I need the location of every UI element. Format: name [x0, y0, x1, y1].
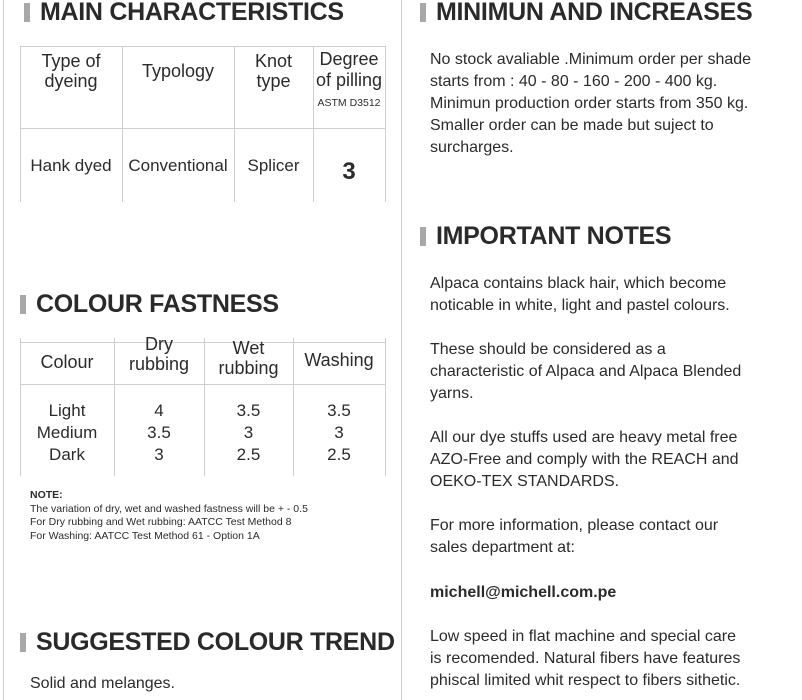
table-rule — [20, 384, 386, 385]
note-line: For Dry rubbing and Wet rubbing: AATCC Test Method 8 — [30, 516, 292, 528]
value-degree-of-pilling: 3 — [342, 158, 356, 185]
main-characteristics-title: MAIN CHARACTERISTICS — [40, 0, 344, 26]
header-colour: Colour — [40, 352, 94, 372]
suggested-colour-trend-text: Solid and melanges. — [30, 675, 175, 692]
heading-bar-icon — [20, 295, 26, 314]
note-title: NOTE: — [30, 489, 63, 501]
main-characteristics-table — [20, 46, 386, 202]
table-cell: Dark — [49, 445, 85, 464]
dry-rubbing-column — [114, 400, 204, 466]
header-dry-rubbing: Dry rubbing — [128, 334, 190, 374]
colour-fastness-table — [20, 334, 386, 476]
notes-paragraph-dye-stuffs: All our dye stuffs used are heavy metal free AZO-Free and comply with the REACH and OEKO-TEX STANDARDS. — [430, 429, 739, 490]
table-rule — [385, 338, 386, 476]
wet-rubbing-column — [204, 400, 293, 466]
table-cell: 2.5 — [236, 445, 261, 464]
minimum-text: No stock avaliable .Minimum order per shade starts from : 40 - 80 - 160 - 200 - 400 kg. Minimun production order starts from 350 kg. Smaller order can be made but suject to surcharges. — [430, 51, 752, 156]
table-cell: 2.5 — [327, 445, 351, 464]
notes-paragraph-alpaca-hair: Alpaca contains black hair, which become noticable in white, light and pastel colours. — [430, 275, 730, 314]
note-line: The variation of dry, wet and washed fastness will be + - 0.5 — [30, 502, 308, 515]
value-typology: Conventional — [128, 156, 228, 175]
notes-paragraph-characteristic: These should be considered as a characteristic of Alpaca and Alpaca Blended yarns. — [430, 341, 742, 402]
main-characteristics-heading — [24, 0, 344, 27]
heading-bar-icon — [420, 3, 426, 22]
notes-paragraph-machine-care: Low speed in flat machine and special care is recomended. Natural fibers have features phiscal limited whit respect to fibers sithetic. — [430, 628, 741, 689]
pilling-standard-label: ASTM D3512 — [317, 96, 381, 109]
minimum-title: MINIMUN AND INCREASES — [436, 0, 753, 26]
important-notes-title: IMPORTANT NOTES — [436, 222, 672, 250]
contact-email-link[interactable]: michell@michell.com.pe — [430, 584, 617, 601]
table-cell: 3 — [334, 423, 344, 442]
center-column-divider — [401, 0, 402, 700]
table-cell: 3 — [243, 423, 254, 442]
value-knot-type: Splicer — [247, 156, 300, 175]
table-cell: 3 — [154, 445, 164, 464]
value-type-of-dyeing: Hank dyed — [30, 156, 112, 175]
table-rule — [20, 128, 386, 129]
colour-fastness-heading — [20, 290, 279, 319]
suggested-colour-trend-title: SUGGESTED COLOUR TREND — [36, 628, 395, 656]
important-notes-heading — [420, 222, 671, 251]
washing-column — [293, 400, 385, 466]
header-washing: Washing — [304, 350, 374, 370]
header-type-of-dyeing: Type of dyeing — [41, 51, 101, 91]
heading-bar-icon — [24, 3, 30, 22]
table-cell: Medium — [36, 423, 98, 442]
minimum-heading — [420, 0, 752, 27]
left-page-edge-divider — [3, 0, 4, 700]
table-cell: Light — [48, 401, 86, 420]
suggested-colour-trend-heading — [20, 628, 395, 657]
note-line: For Washing: AATCC Test Method 61 - Option 1A — [30, 529, 260, 542]
notes-paragraph-contact: For more information, please contact our sales department at: — [430, 517, 719, 556]
table-cell: 3.5 — [236, 401, 261, 420]
colour-column — [20, 400, 114, 466]
fastness-note — [30, 489, 308, 543]
header-degree-of-pilling: Degree of pilling ASTM D3512 — [313, 48, 385, 114]
heading-bar-icon — [20, 633, 26, 652]
table-cell: 3.5 — [327, 401, 351, 420]
header-knot-type: Knot type — [254, 51, 293, 91]
table-rule — [385, 46, 386, 202]
table-cell: 3.5 — [147, 423, 171, 442]
header-typology: Typology — [141, 61, 215, 81]
colour-fastness-title: COLOUR FASTNESS — [36, 290, 279, 318]
heading-bar-icon — [420, 227, 426, 246]
header-wet-rubbing: Wet rubbing — [218, 338, 279, 378]
table-cell: 4 — [154, 401, 164, 420]
